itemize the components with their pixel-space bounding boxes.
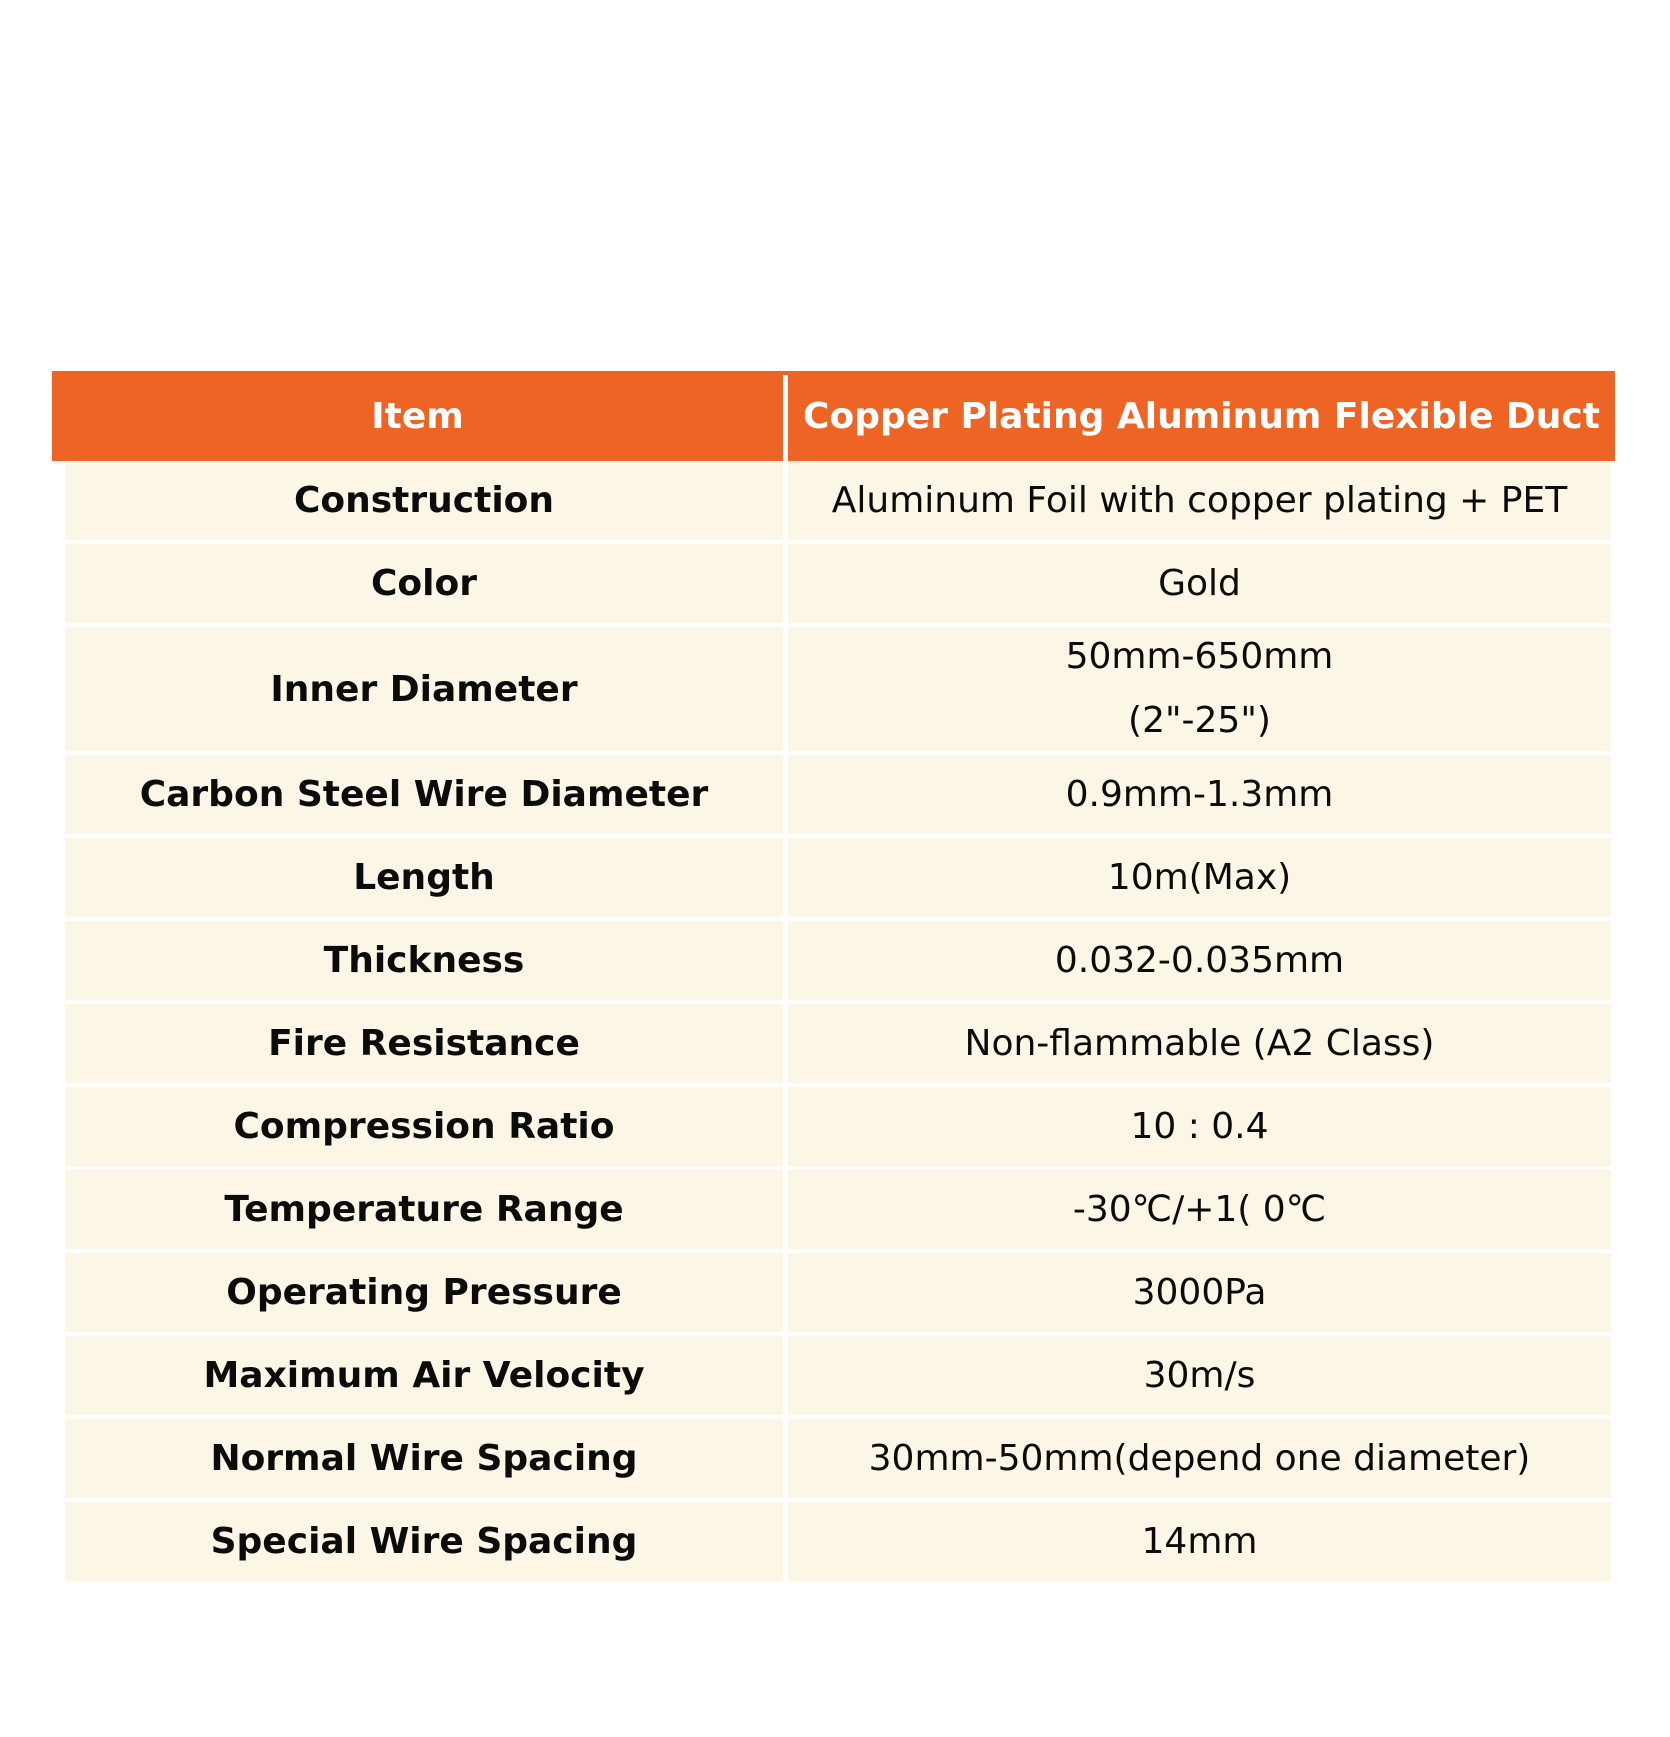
row-label: Compression Ratio [233,1106,615,1147]
table-row [65,755,1611,834]
row-label: Construction [293,480,555,521]
row-value: 14mm [1141,1520,1258,1562]
table-row [65,1419,1611,1498]
table-row [65,627,1611,751]
row-label: Inner Diameter [270,668,578,710]
table-row [65,1336,1611,1415]
row-label: Carbon Steel Wire Diameter [139,774,709,815]
row-value: Non-flammable (A2 Class) [964,1022,1435,1064]
table-body [65,461,1611,1581]
row-value: 30m/s [1143,1354,1256,1396]
row-value [788,627,1611,751]
row-label: Color [371,563,477,604]
row-value: Gold [1158,562,1241,604]
row-value-line-2: (2"-25") [1128,700,1271,741]
table-row [65,1004,1611,1083]
row-label: Operating Pressure [226,1272,622,1313]
row-value: 3000Pa [1132,1271,1267,1313]
table-row [65,461,1611,540]
header-product: Copper Plating Aluminum Flexible Duct [803,395,1600,437]
row-value: 10 : 0.4 [1130,1105,1269,1147]
spec-table [52,371,1615,1581]
table-row [65,838,1611,917]
row-value-line-1: 50mm-650mm [1065,636,1334,677]
row-value: 0.032-0.035mm [1054,939,1345,981]
row-value: 30mm-50mm(depend one diameter) [868,1437,1531,1479]
row-label: Special Wire Spacing [210,1521,638,1562]
row-label: Length [353,857,495,898]
row-value: 10m(Max) [1107,856,1292,898]
row-label: Thickness [323,940,525,981]
row-label: Maximum Air Velocity [203,1355,645,1396]
row-value: Aluminum Foil with copper plating + PET [831,479,1568,521]
row-label: Fire Resistance [268,1023,580,1064]
row-value: -30℃/+1( 0℃ [1072,1188,1327,1230]
row-label: Temperature Range [224,1189,624,1230]
table-row [65,921,1611,1000]
row-label: Normal Wire Spacing [210,1438,638,1479]
row-value: 0.9mm-1.3mm [1065,773,1334,815]
table-row [65,1253,1611,1332]
table-row [65,1502,1611,1581]
table-row [65,1087,1611,1166]
table-row [65,1170,1611,1249]
table-row [65,544,1611,623]
header-item: Item [371,395,464,437]
table-header [52,371,1615,461]
